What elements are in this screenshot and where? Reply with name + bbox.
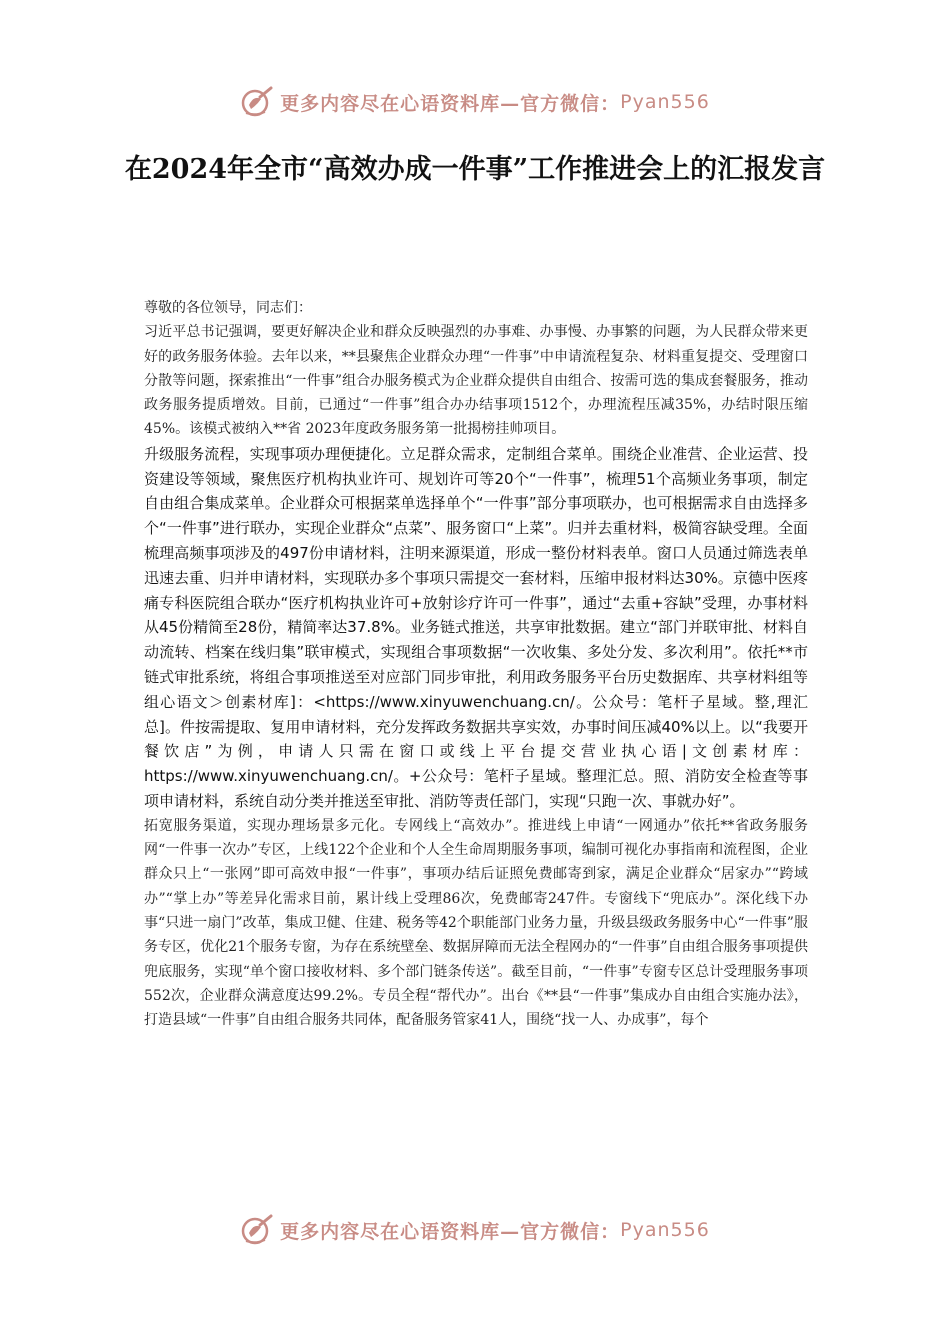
intro-paragraph: 习近平总书记强调，要更好解决企业和群众反映强烈的办事难、办事慢、办事繁的问题，为人民群众带来更好的政务服务体验。去年以来，**县聚焦企业群众办理“一件事”中申请流程复杂、材料重复提交、受理窗口分散等问题，探索推出“一件事”组合办服务模式为企业群众提供自由组合、按需可选的集成套餐服务，推动政务服务提质增效。目前，已通过“一件事”组合办办结事项1512个，办理流程压减35%，办结时限压缩45%。该模式被纳入**省 2023年度政务服务第一批揭榜挂帅项目。 (144, 324, 808, 438)
document-title: 在2024年全市“高效办成一件事”工作推进会上的汇报发言 (124, 154, 826, 185)
footer-watermark-banner (0, 1210, 950, 1250)
section-2-paragraph: 拓宽服务渠道，实现办理场景多元化。专网线上“高效办”。推进线上申请“一网通办”依托**省政务服务网“一件事一次办”专区，上线122个企业和个人全生命周期服务事项，编制可视化办事指南和流程图，企业群众只上“一张网”即可高效申报“一件事”，事项办结后证照免费邮寄到家，满足企业群众“居家办”“跨域办”“掌上办”等差异化需求目前，累计线上受理86次，免费邮寄247件。专窗线下“兜底办”。深化线下办事“只进一扇门”改革，集成卫健、住建、税务等42个职能部门业务力量，升级县级政务服务中心“一件事”服务专区，优化21个服务专窗，为存在系统壁垒、数据屏障而无法全程网办的“一件事”自由组合服务事项提供兜底服务，实现“单个窗口接收材料、多个部门链条传送”。截至目前，“一件事”专窗专区总计受理服务事项552次，企业群众满意度达99.2%。专员全程“帮代办”。出台《**县“一件事”集成办自由组合实施办法》，打造县域“一件事”自由组合服务共同体，配备服务管家41人，围绕“找一人、办成事”，每个 (144, 817, 808, 1029)
pen-logo-icon (240, 85, 274, 119)
banner-wechat-id: Pyan556 (620, 1219, 710, 1241)
section-1-paragraph: 升级服务流程，实现事项办理便捷化。立足群众需求，定制组合菜单。围绕企业准营、企业运营、投资建设等领域，聚焦医疗机构执业许可、规划许可等20个“一件事”，梳理51个高频业务事项，制定自由组合集成菜单。企业群众可根据菜单选择单个“一件事”部分事项联办，也可根据需求自由选择多个“一件事”进行联办，实现企业群众“点菜”、服务窗口“上菜”。归并去重材料，极简容缺受理。全面梳理高频事项涉及的497份申请材料，注明来源渠道，形成一整份材料表单。窗口人员通过筛选表单迅速去重、归并申请材料，实现联办多个事项只需提交一套材料，压缩申报材料达30%。京德中医疼痛专科医院组合联办“医疗机构执业许可+放射诊疗许可一件事”，通过“去重+容缺”受理，办事材料从45份精简至28份，精简率达37.8%。业务链式推送，共享审批数据。建立“部门并联审批、材料自动流转、档案在线归集”联审模式，实现组合事项数据“一次收集、多处分发、多次利用”。依托**市链式审批系统，将组合事项推送至对应部门同步审批，利用政务服务平台历史数据库、共享材料组等组心语文＞创素材库]：<https://www.xinyuwenchuang.cn/。公众号：笔杆子星域。整,理汇总]。件按需提取、复用申请材料，充分发挥政务数据共享实效，办事时间压减40%以上。以“我要开餐饮店”为例，申请人只需在窗口或线上平台提交营业执心语|文创素材库：https://www.xinyuwenchuang.cn/。+公众号：笔杆子星域。整理汇总。照、消防安全检查等事项申请材料，系统自动分类并推送至审批、消防等责任部门，实现“只跑一次、事就办好”。 (144, 444, 808, 810)
banner-text: 更多内容尽在心语资料库—官方微信： (280, 92, 621, 115)
pen-logo-icon (240, 1213, 274, 1247)
banner-wechat-id: Pyan556 (620, 91, 710, 113)
salutation: 尊敬的各位领导，同志们： (144, 300, 312, 316)
document-body (144, 296, 808, 1032)
header-watermark-banner (0, 82, 950, 122)
banner-text: 更多内容尽在心语资料库—官方微信： (280, 1220, 621, 1243)
